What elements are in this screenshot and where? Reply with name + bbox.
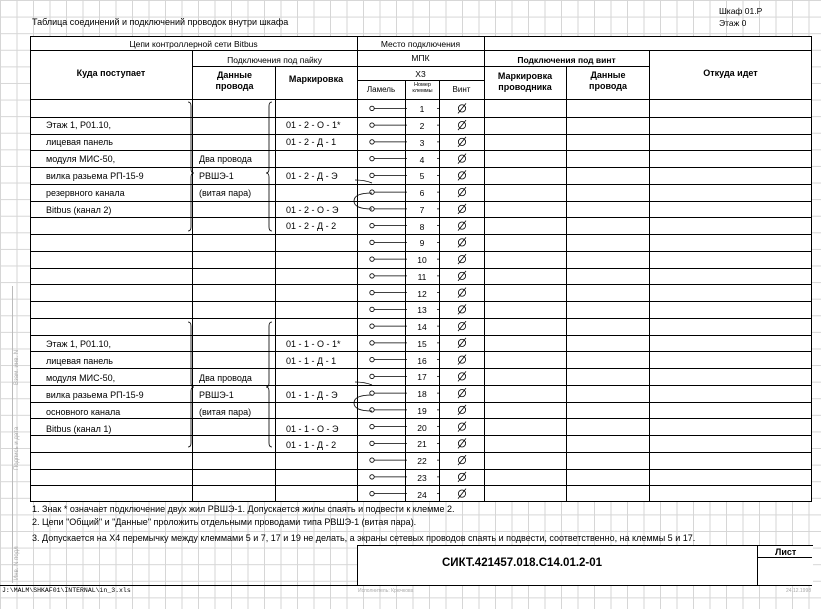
header-wire-data: Данные провода bbox=[215, 70, 254, 92]
terminal-number: 3 bbox=[407, 139, 437, 148]
header-screw-group: Подключения под винт bbox=[517, 55, 616, 65]
header-wire-data2: Данные провода bbox=[589, 70, 627, 92]
block2-destination-line: Этаж 1, Р01.10, bbox=[46, 339, 112, 349]
block2-destination-line: Bitbus (канал 1) bbox=[46, 424, 112, 434]
cabinet-label: Шкаф 01.Р bbox=[719, 6, 763, 16]
block1-wire-line: (витая пара) bbox=[199, 188, 252, 198]
header-mpk: МПК bbox=[411, 53, 430, 63]
terminal-number: 8 bbox=[407, 223, 437, 232]
header-controller-group: Цепи контроллерной сети Bitbus bbox=[129, 39, 258, 49]
block1-destination-line: Этаж 1, Р01.10, bbox=[46, 120, 112, 130]
terminal-number: 7 bbox=[407, 206, 437, 215]
document-code: СИКТ.421457.018.С14.01.2-01 bbox=[442, 557, 603, 569]
header-destination: Куда поступает bbox=[76, 68, 146, 78]
executor: Исполнитель: Крючкова bbox=[358, 588, 414, 594]
note-1: 1. Знак * означает подключение двух жил РВШЭ-1. Допускается жилы спаять и подвести к клемме 2. bbox=[32, 504, 455, 514]
block2-marking: 01 - 1 - Д - 1 bbox=[286, 356, 337, 366]
block1-destination-line: резервного канала bbox=[46, 188, 125, 198]
terminal-number: 13 bbox=[407, 306, 437, 315]
block1-wire-line: РВШЭ-1 bbox=[199, 171, 234, 181]
block2-destination-line: лицевая панель bbox=[46, 356, 113, 366]
block1-marking: 01 - 2 - О - Э bbox=[286, 205, 339, 215]
side-label-inv: Инв. N подл bbox=[14, 546, 20, 580]
terminal-number: 6 bbox=[407, 189, 437, 198]
header-terminal-no: Номер клеммы bbox=[412, 82, 433, 95]
terminal-number: 15 bbox=[407, 340, 437, 349]
terminal-number: 10 bbox=[407, 256, 437, 265]
block2-wire-line: Два провода bbox=[199, 373, 252, 383]
terminal-number: 22 bbox=[407, 457, 437, 466]
terminal-number: 4 bbox=[407, 156, 437, 165]
terminal-number: 1 bbox=[407, 105, 437, 114]
terminal-number: 21 bbox=[407, 440, 437, 449]
block2-wire-line: РВШЭ-1 bbox=[199, 390, 234, 400]
sheet-label: Лист bbox=[775, 547, 797, 557]
header-solder-group: Подключения под пайку bbox=[227, 55, 322, 65]
terminal-number: 9 bbox=[407, 239, 437, 248]
terminal-number: 14 bbox=[407, 323, 437, 332]
block1-marking: 01 - 2 - Д - Э bbox=[286, 171, 338, 181]
terminal-number: 17 bbox=[407, 373, 437, 382]
block1-destination-line: вилка разьема РП-15-9 bbox=[46, 171, 144, 181]
block1-destination-line: лицевая панель bbox=[46, 137, 113, 147]
terminal-number: 20 bbox=[407, 424, 437, 433]
header-wire-marking: Маркировка проводника bbox=[497, 71, 553, 93]
block2-destination-line: вилка разьема РП-15-9 bbox=[46, 390, 144, 400]
block1-marking: 01 - 2 - О - 1* bbox=[286, 120, 341, 130]
footer-date: 24.12.1998 bbox=[786, 588, 812, 594]
terminal-number: 19 bbox=[407, 407, 437, 416]
block1-wire-line: Два провода bbox=[199, 154, 252, 164]
terminal-number: 2 bbox=[407, 122, 437, 131]
file-path: J:\MALM\SHKAF01\INTERNAL\in_3.xls bbox=[2, 587, 131, 594]
note-3: 3. Допускается на Х4 перемычку между клеммами 5 и 7, 17 и 19 не делать, а экраны сетевых проводов спаять и подвести, соответственно, на клеммы 5 и 17. bbox=[32, 533, 696, 543]
terminal-number: 24 bbox=[407, 491, 437, 500]
block2-destination-line: модуля МИС-50, bbox=[46, 373, 116, 383]
header-marking: Маркировка bbox=[288, 74, 344, 84]
block2-wire-line: (витая пара) bbox=[199, 407, 252, 417]
header-screw: Винт bbox=[452, 85, 471, 94]
terminal-number: 16 bbox=[407, 357, 437, 366]
header-source: Откуда идет bbox=[703, 68, 758, 78]
side-label-sign: Подпись и дата bbox=[14, 426, 20, 470]
note-2: 2. Цепи "Общий" и "Данные" проложить отдельными проводами типа РВШЭ-1 (витая пара). bbox=[32, 517, 417, 527]
block1-destination-line: модуля МИС-50, bbox=[46, 154, 116, 164]
terminal-number: 18 bbox=[407, 390, 437, 399]
block1-destination-line: Bitbus (канал 2) bbox=[46, 205, 112, 215]
block1-marking: 01 - 2 - Д - 1 bbox=[286, 137, 337, 147]
block1-marking: 01 - 2 - Д - 2 bbox=[286, 221, 337, 231]
terminal-number: 5 bbox=[407, 172, 437, 181]
block2-marking: 01 - 1 - О - Э bbox=[286, 424, 339, 434]
document-title: Таблица соединений и подключений проводок внутри шкафа bbox=[32, 17, 289, 27]
block2-marking: 01 - 1 - Д - 2 bbox=[286, 440, 337, 450]
side-label-vzam: Взам. инв. N bbox=[14, 349, 20, 385]
header-place-group: Место подключения bbox=[380, 39, 461, 49]
header-lamel: Ламель bbox=[366, 85, 396, 94]
block2-marking: 01 - 1 - О - 1* bbox=[286, 339, 341, 349]
block2-destination-line: основного канала bbox=[46, 407, 121, 417]
terminal-number: 11 bbox=[407, 273, 437, 282]
block2-marking: 01 - 1 - Д - Э bbox=[286, 390, 338, 400]
header-x3: Х3 bbox=[415, 69, 426, 79]
terminal-number: 23 bbox=[407, 474, 437, 483]
floor-label: Этаж 0 bbox=[719, 18, 747, 28]
terminal-number: 12 bbox=[407, 290, 437, 299]
